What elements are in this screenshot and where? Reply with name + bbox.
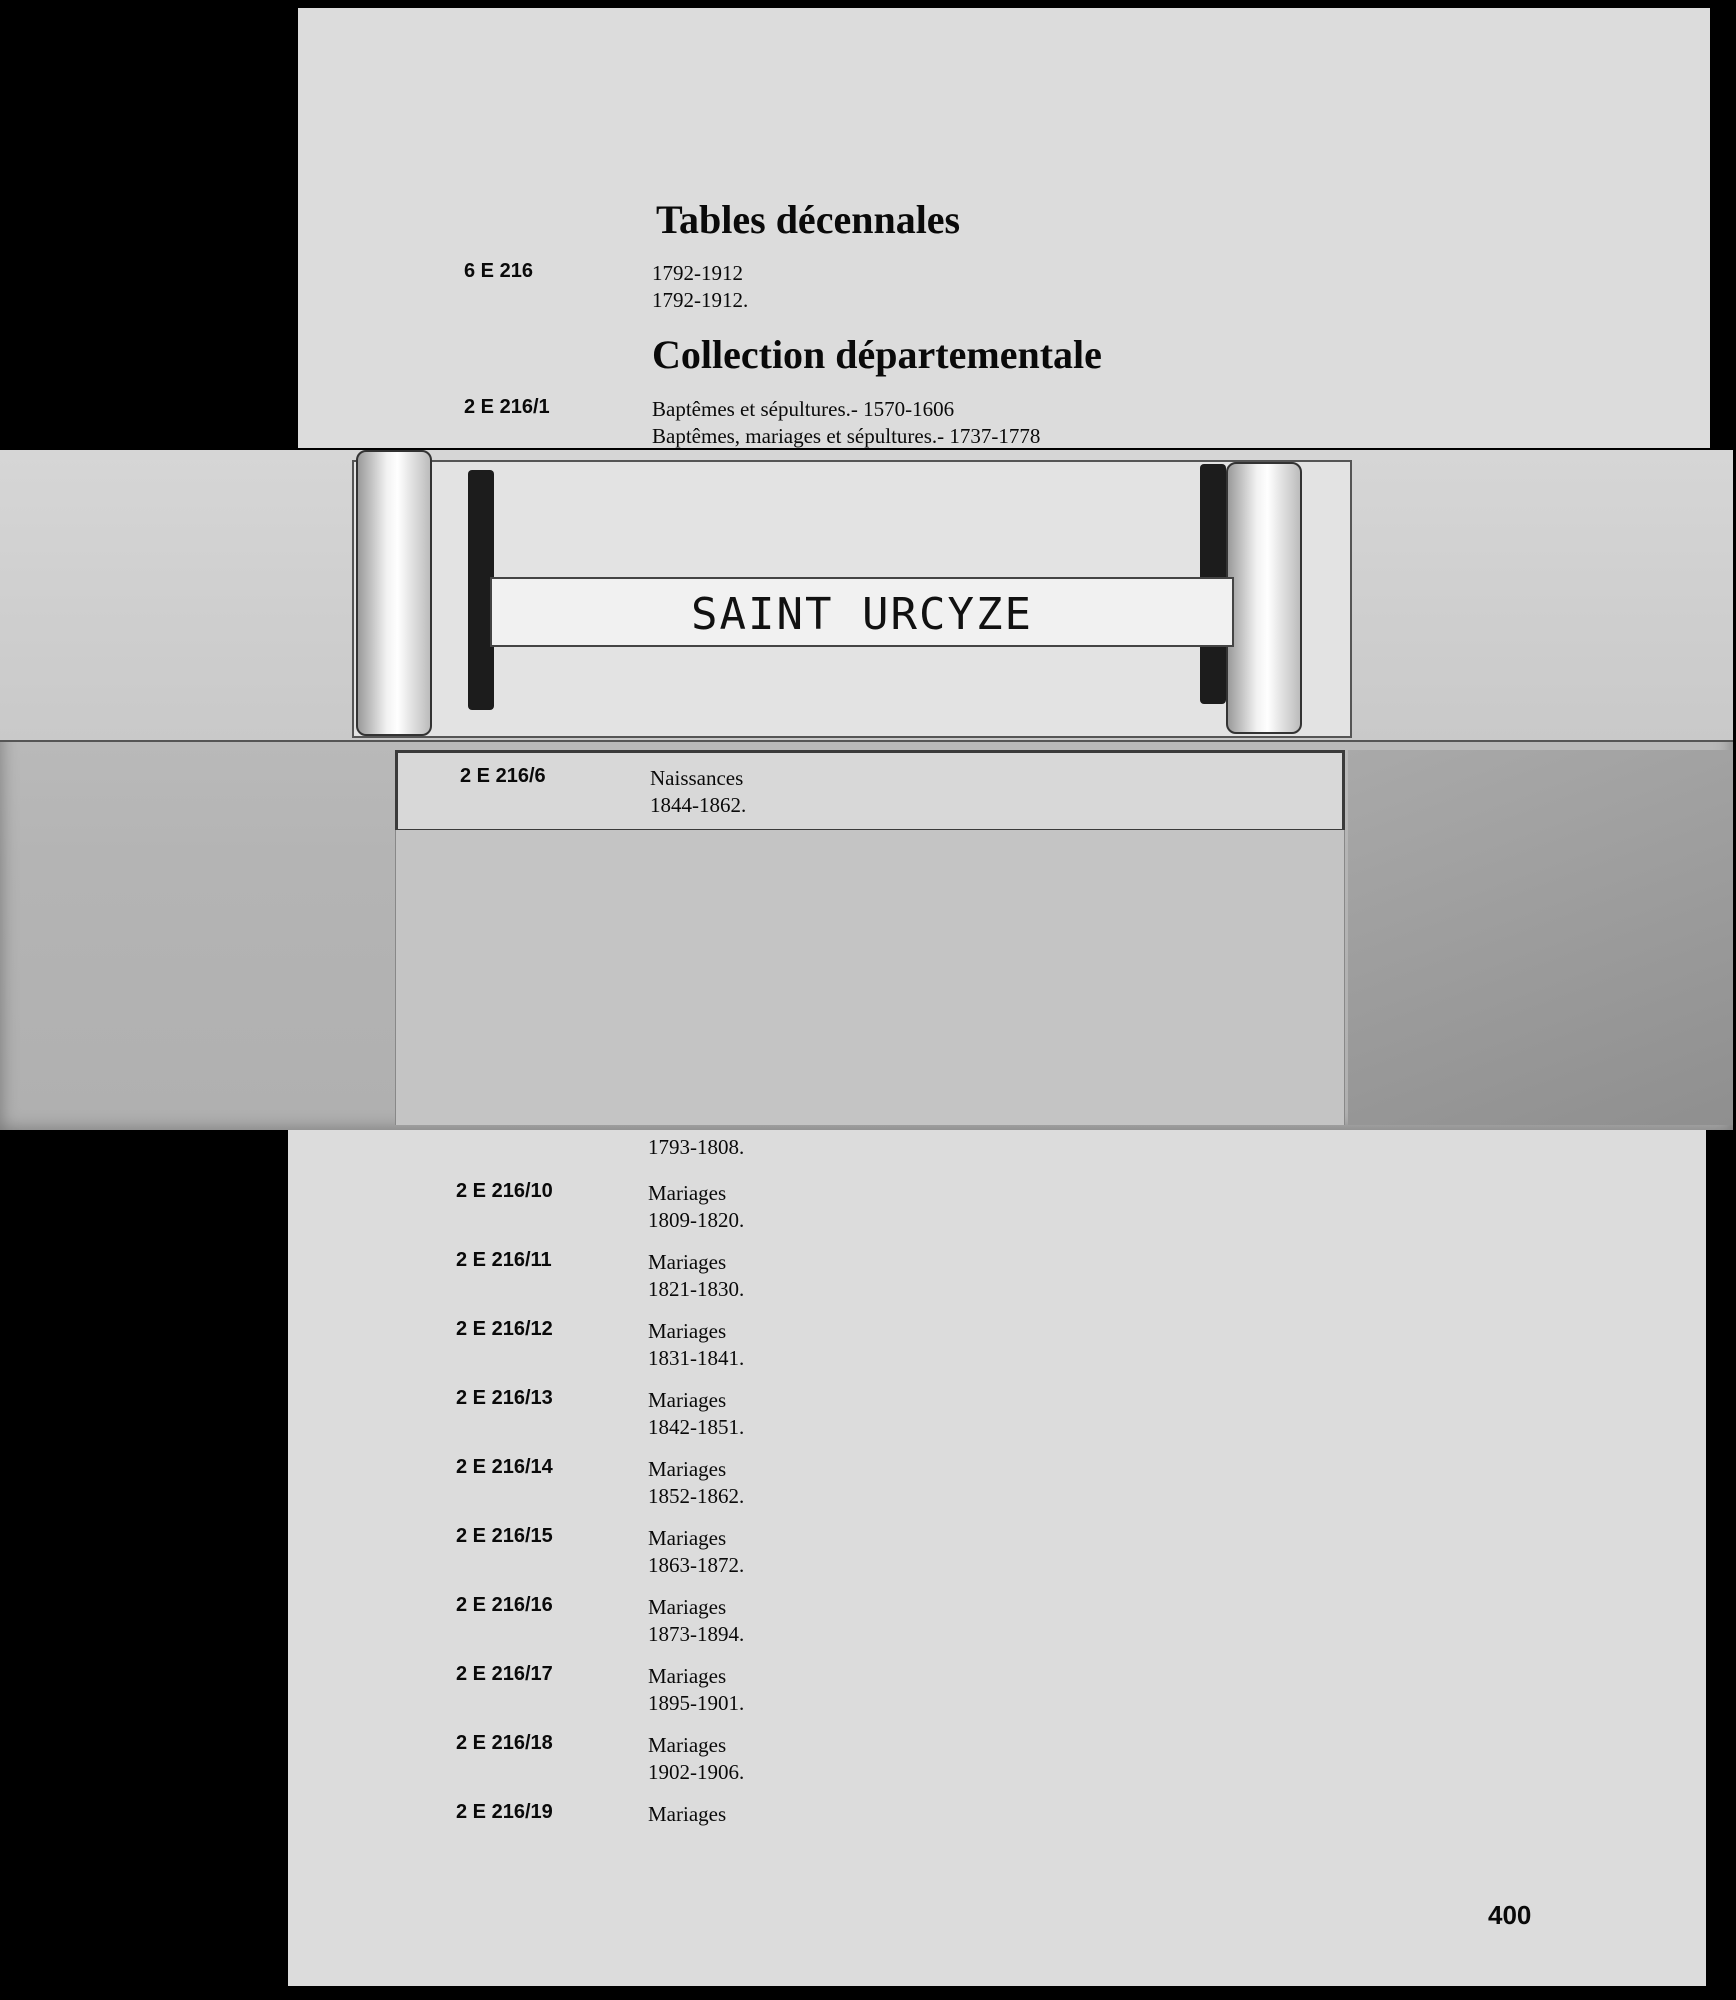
folder-label-window [395, 750, 1345, 832]
entry-line: 1842-1851. [648, 1415, 745, 1439]
entry-line: 1852-1862. [648, 1484, 745, 1508]
section-title-tables-decennales: Tables décennales [656, 197, 961, 242]
top-page [298, 8, 1710, 448]
entry-line: 1792-1912 [652, 261, 743, 285]
entry-line: 1902-1906. [648, 1760, 745, 1784]
entry-line: Mariages [648, 1802, 727, 1826]
section-title-collection-departementale: Collection départementale [652, 332, 1102, 377]
entry-code: 2 E 216/14 [456, 1456, 553, 1478]
entry-line: Mariages [648, 1250, 727, 1274]
entry-line: Mariages [648, 1319, 727, 1343]
entry-code: 2 E 216/17 [456, 1663, 553, 1685]
entry-line: 1831-1841. [648, 1346, 745, 1370]
right-clip-roller [1226, 462, 1302, 734]
entry-line: Mariages [648, 1388, 727, 1412]
page-number: 400 [1488, 1900, 1532, 1930]
entry-line: Mariages [648, 1181, 727, 1205]
entry-line: 1895-1901. [648, 1691, 745, 1715]
entry-code: 6 E 216 [464, 260, 533, 282]
entry-code: 2 E 216/11 [456, 1249, 552, 1271]
entry-code: 2 E 216/12 [456, 1318, 553, 1340]
entry-line: Mariages [648, 1526, 727, 1550]
entry-line: 1863-1872. [648, 1553, 745, 1577]
folder-shadow-area [1348, 750, 1733, 1125]
partial-entry-line: 1793-1808. [648, 1135, 745, 1159]
entry-line: 1873-1894. [648, 1622, 745, 1646]
entry-line: Mariages [648, 1664, 727, 1688]
left-clip-roller [356, 450, 432, 736]
entry-line: 1792-1912. [652, 288, 749, 312]
entry-code: 2 E 216/16 [456, 1594, 553, 1616]
archive-folder-band [0, 450, 1733, 1130]
entry-code: 2 E 216/1 [464, 396, 550, 418]
folder-lower-panel [395, 830, 1345, 1125]
entry-line: Baptêmes et sépultures.- 1570-1606 [652, 397, 955, 421]
entry-code: 2 E 216/18 [456, 1732, 553, 1754]
entry-line: Naissances [650, 766, 744, 790]
folder-flap [0, 450, 1733, 742]
entry-line: 1844-1862. [650, 793, 747, 817]
entry-line: 1809-1820. [648, 1208, 745, 1232]
entry-line: Baptêmes, mariages et sépultures.- 1737-1778 [652, 424, 1041, 448]
entry-line: Mariages [648, 1457, 727, 1481]
entry-line: Mariages [648, 1595, 727, 1619]
entry-line: Mariages [648, 1733, 727, 1757]
folder-name-strip [490, 577, 1234, 647]
entry-code: 2 E 216/15 [456, 1525, 553, 1547]
entry-code: 2 E 216/13 [456, 1387, 553, 1409]
folder-name-label: SAINT URCYZE [691, 589, 1033, 640]
entry-line: 1821-1830. [648, 1277, 745, 1301]
entry-code: 2 E 216/10 [456, 1180, 553, 1202]
entry-code: 2 E 216/19 [456, 1801, 553, 1823]
bottom-page [288, 1126, 1706, 1986]
entry-code: 2 E 216/6 [460, 765, 546, 787]
